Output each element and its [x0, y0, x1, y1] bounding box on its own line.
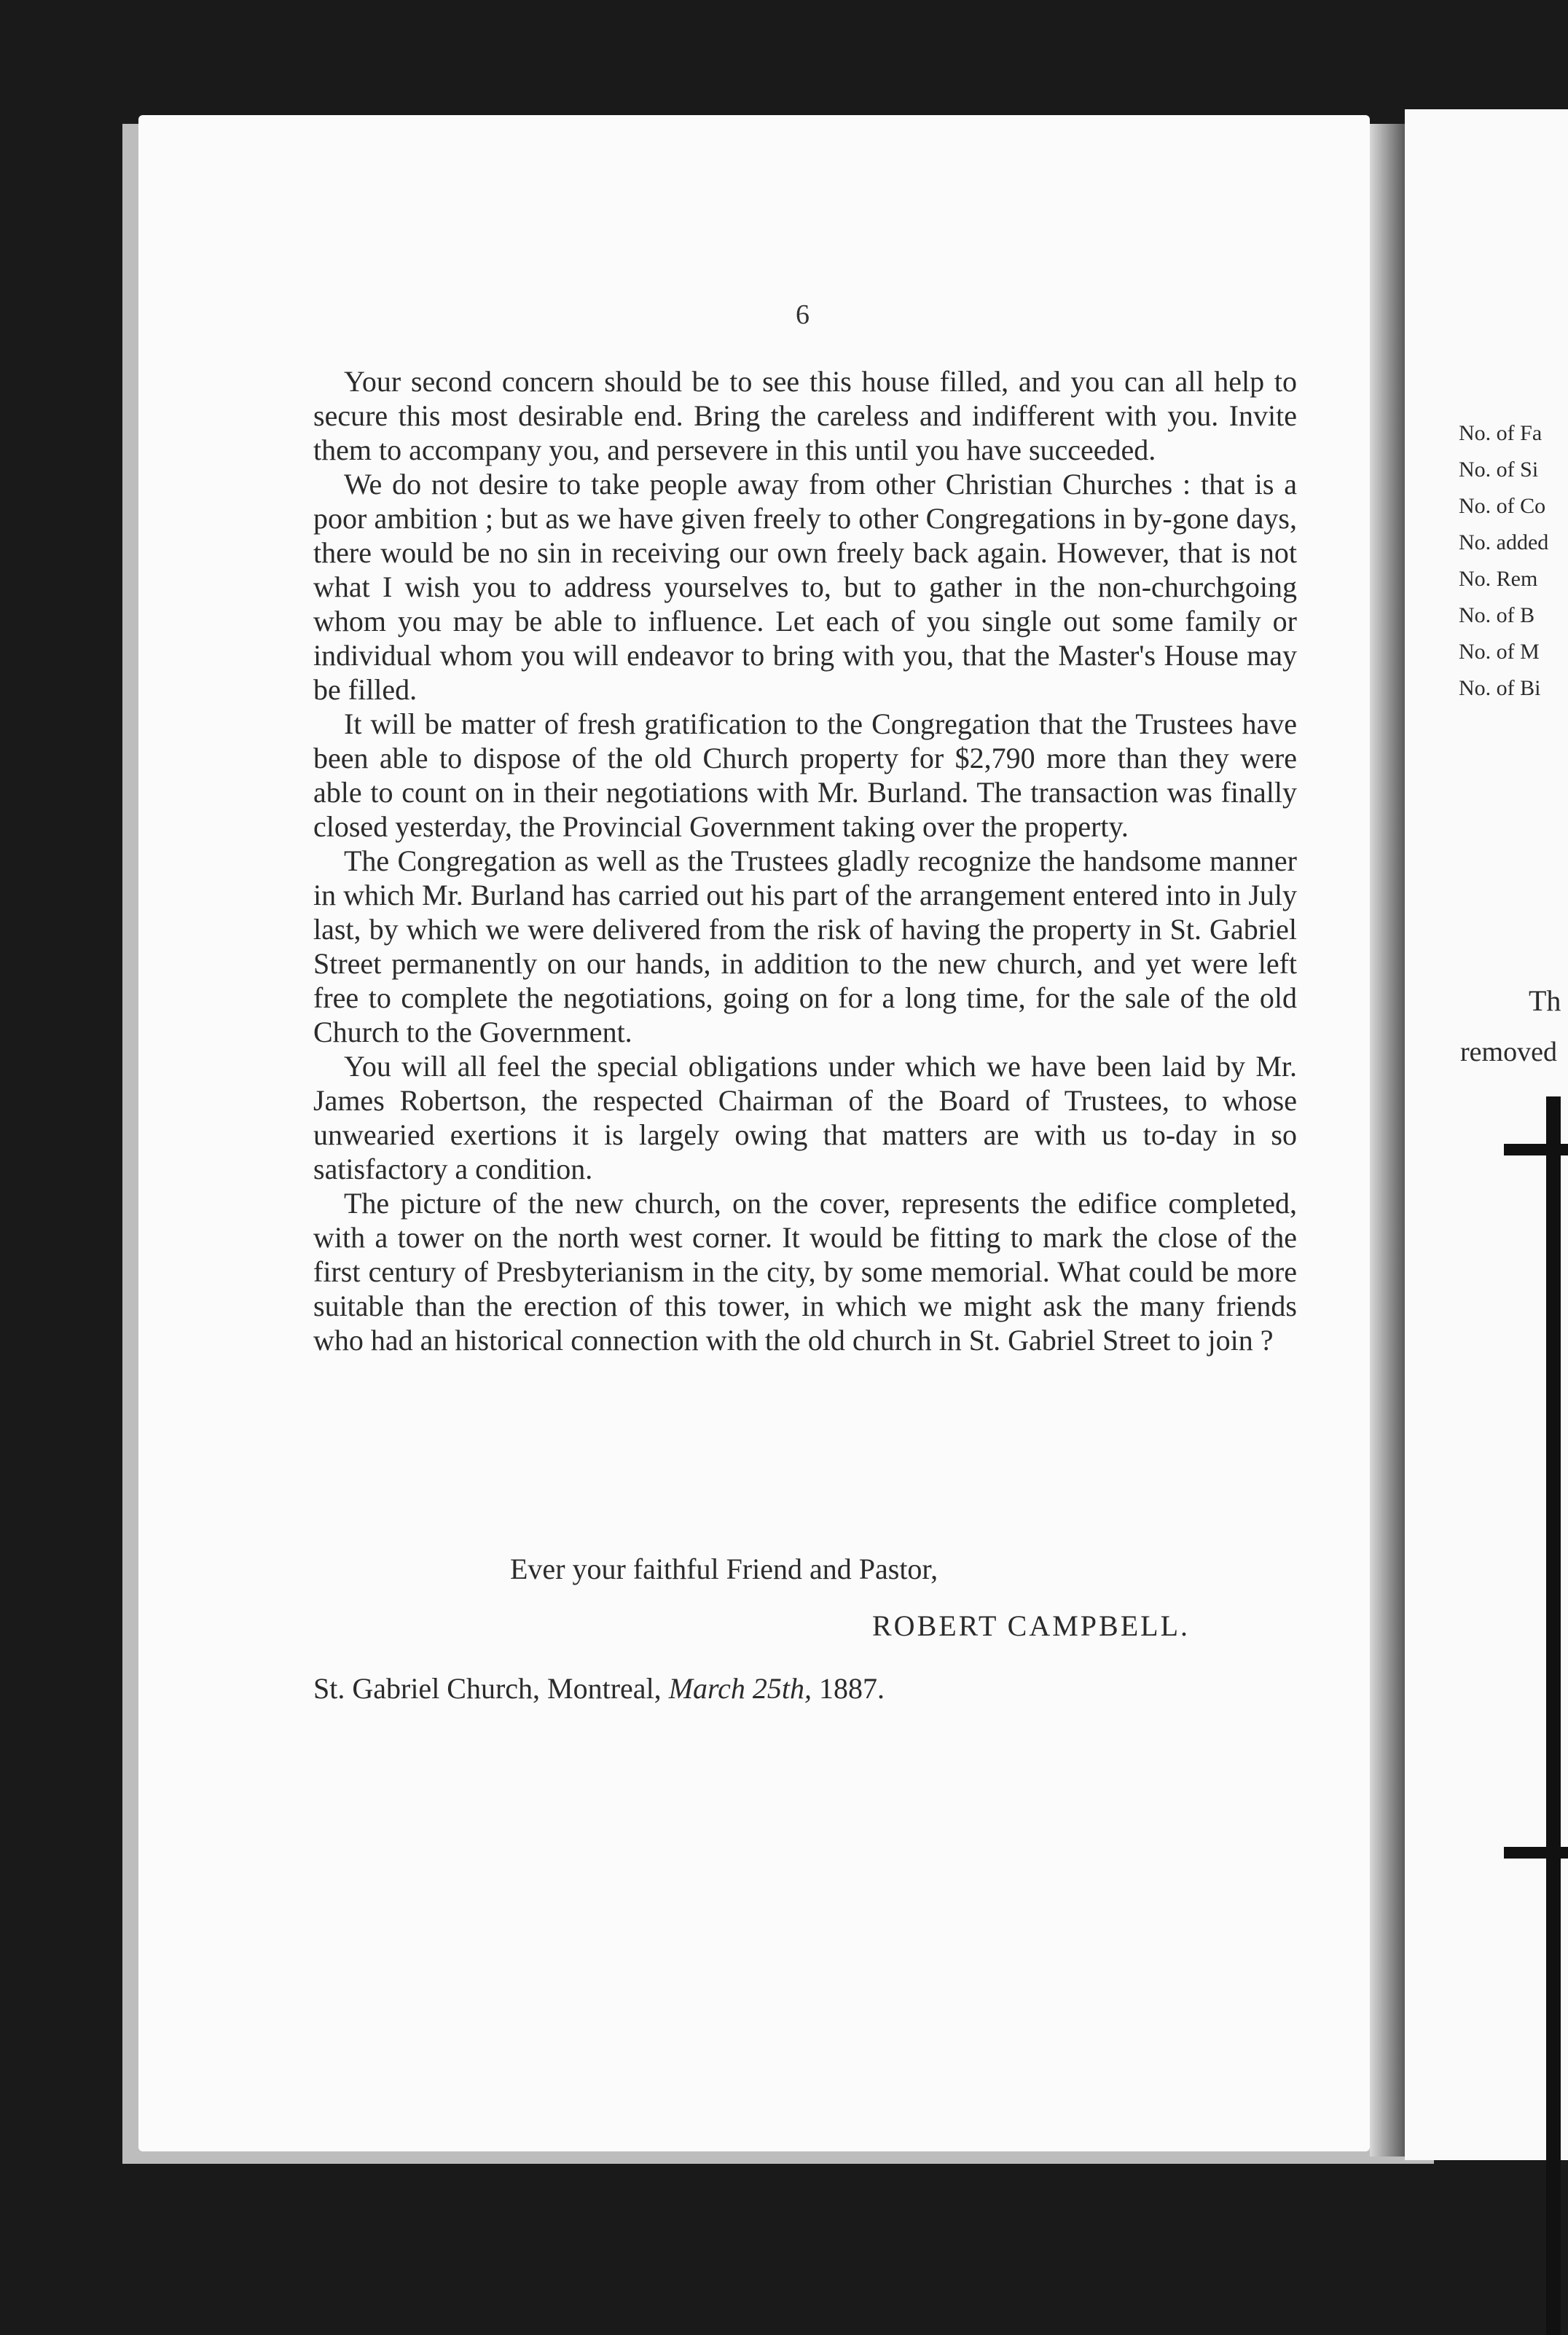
- paragraph: Your second concern should be to see this house filled, and you can all help to secure this most desirable end. Bring the careless and indifferent with you. Invite them to accompany you, and persevere in this until you have succeeded.: [313, 365, 1297, 466]
- paragraph: The Congregation as well as the Trustees gladly recognize the handsome manner in which Mr. Burland has carried out his part of the arrangement entered into in July last, by which we were delivered from the risk of having the property in St. Gabriel Street permanently on our hands, in addition to the new church, and yet were left free to complete the negotiations, going on for a long time, for the sale of the old Church to the Government.: [313, 844, 1297, 1048]
- list-item: No. of Bi: [1459, 676, 1541, 700]
- list-item: No. of Fa: [1459, 421, 1542, 445]
- right-page-list: [1459, 415, 1568, 707]
- right-page-heading: Th: [1529, 984, 1561, 1017]
- paragraph: It will be matter of fresh gratification to the Congregation that the Trustees have been able to dispose of the old Church property for $2,790 more than they were able to count on in their negotiations with Mr. Burland. The transaction was finally closed yesterday, the Provincial Government taking over the property.: [313, 707, 1297, 843]
- closing-line: Ever your faithful Friend and Pastor,: [510, 1553, 938, 1585]
- paragraph: We do not desire to take people away from other Christian Churches : that is a poor ambition ; but as we have given freely to other Congregations in by-gone days, there would be no sin in receiving our own freely back again. However, that is not what I wish you to address yourselves to, but to gather in the non-churchgoing whom you may be able to influence. Let each of you single out some family or individual whom you will endeavor to bring with you, that the Master's House may be filled.: [313, 468, 1297, 706]
- dateline-date: March 25th,: [668, 1672, 812, 1705]
- list-item: No. added: [1459, 530, 1549, 554]
- right-page-line: removed: [1460, 1037, 1557, 1067]
- paragraph: You will all feel the special obligations under which we have been laid by Mr. James Robertson, the respected Chairman of the Board of Trustees, to whose unwearied exertions it is largely owing that matters are with us to-day in so satisfactory a condition.: [313, 1050, 1297, 1185]
- list-item: No. of M: [1459, 640, 1540, 664]
- frame-corner-top: [1504, 1144, 1568, 1155]
- frame-corner-bottom: [1504, 1847, 1568, 1859]
- list-item: No. of Si: [1459, 458, 1539, 482]
- letter-body: [313, 364, 1297, 1357]
- dateline: [313, 1671, 885, 1706]
- dateline-place: St. Gabriel Church, Montreal,: [313, 1672, 662, 1705]
- list-item: No. of Co: [1459, 494, 1546, 518]
- frame-border: [1546, 1096, 1561, 2335]
- page-number: 6: [796, 299, 810, 330]
- signature: ROBERT CAMPBELL.: [872, 1609, 1191, 1642]
- paragraph: The picture of the new church, on the cover, represents the edifice completed, with a tower on the north west corner. It would be fitting to mark the close of the first century of Presbyterianism in the city, by some memorial. What could be more suitable than the erection of this tower, in which we might ask the many friends who had an historical connection with the old church in St. Gabriel Street to join ?: [313, 1187, 1297, 1357]
- list-item: No. Rem: [1459, 567, 1538, 591]
- list-item: No. of B: [1459, 603, 1535, 627]
- dateline-year: 1887.: [818, 1672, 885, 1705]
